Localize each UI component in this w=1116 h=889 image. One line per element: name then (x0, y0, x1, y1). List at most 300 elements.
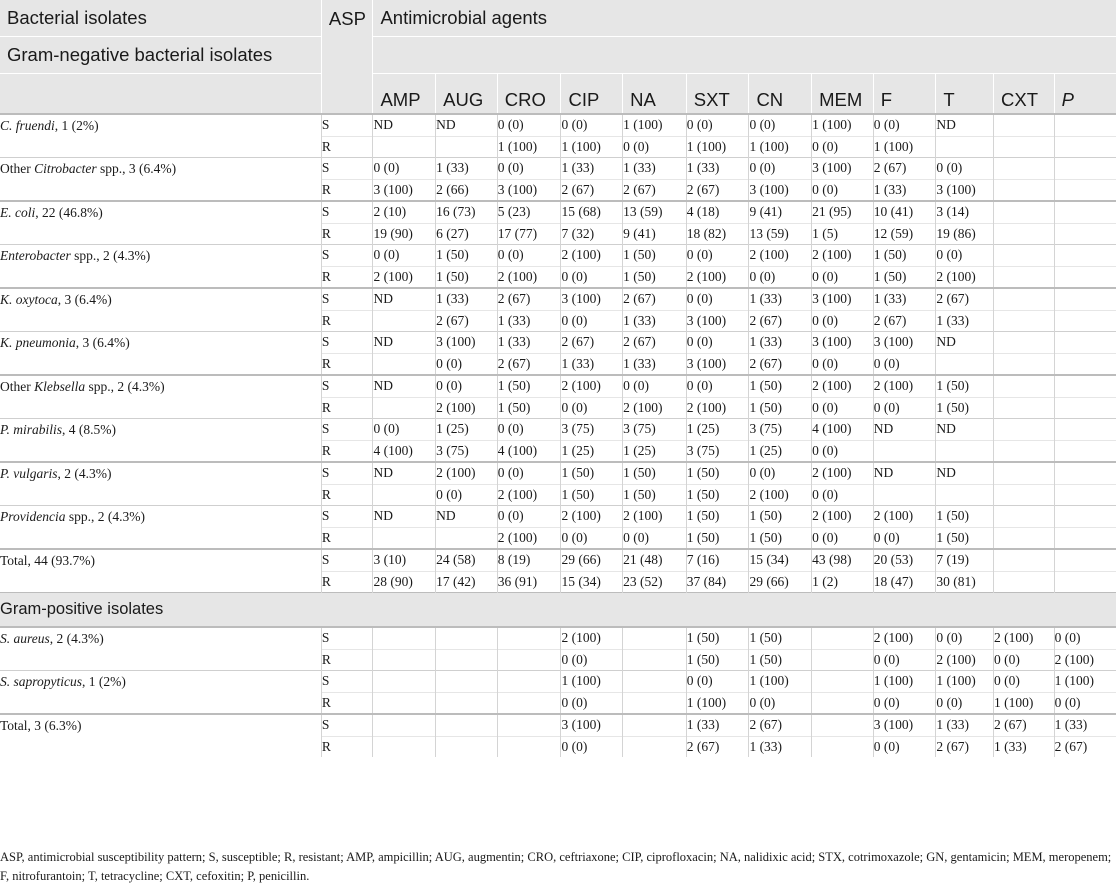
value-cell: 0 (0) (686, 671, 749, 693)
value-cell: 0 (0) (561, 397, 623, 419)
value-cell (936, 440, 994, 462)
value-cell (812, 627, 874, 649)
value-cell (373, 397, 436, 419)
value-cell: 43 (98) (812, 549, 874, 571)
value-cell: 2 (100) (623, 506, 687, 528)
value-cell: ND (873, 462, 936, 484)
value-cell: 3 (14) (936, 201, 994, 223)
value-cell (812, 714, 874, 736)
asp-cell: S (321, 462, 373, 484)
value-cell (373, 527, 436, 549)
value-cell: 1 (33) (1054, 714, 1116, 736)
value-cell: 0 (0) (623, 527, 687, 549)
value-cell: 9 (41) (749, 201, 812, 223)
value-cell: 1 (50) (936, 527, 994, 549)
isolate-name (0, 549, 321, 593)
value-cell: 1 (100) (561, 671, 623, 693)
table-row (0, 245, 1116, 267)
value-cell (994, 288, 1055, 310)
value-cell (623, 714, 687, 736)
header-empty-span (373, 37, 1116, 74)
value-cell: 1 (100) (497, 136, 561, 158)
value-cell: 1 (33) (561, 353, 623, 375)
value-cell (373, 310, 436, 332)
value-cell (1054, 375, 1116, 397)
agent-header-cn: CN (749, 74, 812, 115)
value-cell: 3 (100) (373, 179, 436, 201)
value-cell: 1 (100) (812, 114, 874, 136)
value-cell (623, 671, 687, 693)
value-cell: 2 (67) (686, 179, 749, 201)
value-cell: 2 (100) (561, 375, 623, 397)
value-cell: 1 (33) (623, 158, 687, 180)
value-cell: 1 (50) (686, 527, 749, 549)
value-cell (994, 506, 1055, 528)
value-cell: 0 (0) (812, 310, 874, 332)
value-cell (936, 353, 994, 375)
value-cell: 1 (100) (686, 692, 749, 714)
value-cell: 1 (50) (686, 462, 749, 484)
table-row (0, 201, 1116, 223)
value-cell: 2 (67) (561, 332, 623, 354)
agent-header-t: T (936, 74, 994, 115)
asp-cell: R (321, 397, 373, 419)
value-cell (373, 484, 436, 506)
value-cell: 2 (67) (436, 310, 498, 332)
value-cell: ND (936, 332, 994, 354)
value-cell: 0 (0) (373, 158, 436, 180)
value-cell (873, 484, 936, 506)
value-cell: ND (436, 506, 498, 528)
value-cell (623, 649, 687, 671)
isolate-name-count: spp., 2 (4.3%) (85, 379, 165, 394)
value-cell (994, 527, 1055, 549)
value-cell: 3 (100) (812, 288, 874, 310)
value-cell (873, 440, 936, 462)
value-cell: 0 (0) (873, 397, 936, 419)
value-cell: 1 (50) (936, 397, 994, 419)
asp-cell: S (321, 549, 373, 571)
value-cell (994, 353, 1055, 375)
isolate-name-count: Total, 44 (93.7%) (0, 553, 96, 568)
value-cell: 0 (0) (812, 353, 874, 375)
isolate-name (0, 288, 321, 332)
asp-cell: S (321, 245, 373, 267)
value-cell: 1 (100) (623, 114, 687, 136)
value-cell (1054, 353, 1116, 375)
header-asp: ASP (321, 0, 373, 114)
value-cell: 3 (100) (561, 714, 623, 736)
value-cell (994, 310, 1055, 332)
agent-header-sxt: SXT (686, 74, 749, 115)
isolate-name-count: spp., 3 (6.4%) (96, 161, 177, 176)
table-row (0, 549, 1116, 571)
value-cell (994, 136, 1055, 158)
value-cell (497, 736, 561, 757)
value-cell: 3 (75) (561, 419, 623, 441)
value-cell: 2 (67) (873, 310, 936, 332)
value-cell (994, 201, 1055, 223)
value-cell (623, 692, 687, 714)
value-cell: 19 (86) (936, 223, 994, 245)
value-cell: 1 (33) (936, 714, 994, 736)
value-cell: 1 (100) (994, 692, 1055, 714)
value-cell: 2 (67) (623, 179, 687, 201)
value-cell: 1 (25) (686, 419, 749, 441)
value-cell (1054, 136, 1116, 158)
value-cell: 0 (0) (561, 266, 623, 288)
isolate-name (0, 419, 321, 463)
asp-cell: R (321, 223, 373, 245)
value-cell: 1 (50) (561, 484, 623, 506)
asp-cell: R (321, 484, 373, 506)
value-cell: 0 (0) (497, 114, 561, 136)
asp-cell: S (321, 201, 373, 223)
isolate-name (0, 375, 321, 419)
value-cell: 3 (75) (749, 419, 812, 441)
value-cell (1054, 527, 1116, 549)
isolate-name (0, 462, 321, 506)
header-gram-negative: Gram-negative bacterial isolates (0, 37, 321, 74)
value-cell: 0 (0) (1054, 627, 1116, 649)
value-cell (497, 649, 561, 671)
value-cell: 1 (50) (749, 527, 812, 549)
value-cell: 2 (100) (373, 266, 436, 288)
value-cell: ND (936, 419, 994, 441)
value-cell (994, 245, 1055, 267)
value-cell: 2 (67) (497, 288, 561, 310)
value-cell (994, 462, 1055, 484)
value-cell: 7 (16) (686, 549, 749, 571)
value-cell: 2 (10) (373, 201, 436, 223)
value-cell: 0 (0) (686, 332, 749, 354)
agent-header-cro: CRO (497, 74, 561, 115)
value-cell (1054, 114, 1116, 136)
value-cell: 2 (100) (497, 527, 561, 549)
value-cell (1054, 266, 1116, 288)
value-cell: 2 (100) (497, 266, 561, 288)
value-cell: 2 (66) (436, 179, 498, 201)
value-cell (994, 419, 1055, 441)
value-cell: 1 (33) (623, 310, 687, 332)
value-cell: ND (373, 288, 436, 310)
isolate-name-italic: K. oxytoca (0, 292, 58, 307)
value-cell: 1 (100) (749, 671, 812, 693)
isolate-name-count: Total, 3 (6.3%) (0, 718, 82, 733)
value-cell: ND (873, 419, 936, 441)
value-cell: 4 (18) (686, 201, 749, 223)
value-cell: ND (373, 114, 436, 136)
agent-header-amp: AMP (373, 74, 436, 115)
value-cell: 1 (25) (561, 440, 623, 462)
header-agents-row (0, 74, 1116, 115)
value-cell: 0 (0) (686, 114, 749, 136)
value-cell: 0 (0) (561, 310, 623, 332)
value-cell: 0 (0) (812, 266, 874, 288)
value-cell: 2 (100) (812, 375, 874, 397)
value-cell: 1 (50) (936, 506, 994, 528)
header-row-2 (0, 37, 1116, 74)
value-cell (994, 179, 1055, 201)
isolate-name-italic: Enterobacter (0, 248, 71, 263)
value-cell: 2 (67) (623, 288, 687, 310)
value-cell (1054, 179, 1116, 201)
value-cell: 2 (67) (936, 736, 994, 757)
value-cell: 17 (42) (436, 571, 498, 593)
value-cell: 0 (0) (436, 353, 498, 375)
isolate-name (0, 114, 321, 158)
value-cell: 15 (34) (561, 571, 623, 593)
value-cell: 1 (33) (749, 288, 812, 310)
value-cell: 21 (48) (623, 549, 687, 571)
value-cell: 0 (0) (873, 649, 936, 671)
value-cell: 0 (0) (497, 506, 561, 528)
isolate-name-italic: P. vulgaris (0, 466, 58, 481)
value-cell: 2 (100) (561, 506, 623, 528)
value-cell (994, 440, 1055, 462)
value-cell (994, 375, 1055, 397)
value-cell (994, 158, 1055, 180)
value-cell: 2 (100) (749, 484, 812, 506)
asp-cell: R (321, 692, 373, 714)
isolate-name-count: , 1 (2%) (82, 674, 126, 689)
value-cell: 15 (68) (561, 201, 623, 223)
value-cell: 0 (0) (623, 136, 687, 158)
value-cell: 1 (50) (749, 627, 812, 649)
value-cell: 0 (0) (812, 179, 874, 201)
value-cell: 2 (100) (873, 506, 936, 528)
value-cell (373, 736, 436, 757)
value-cell: 3 (100) (686, 353, 749, 375)
value-cell (1054, 440, 1116, 462)
asp-cell: R (321, 353, 373, 375)
value-cell (812, 692, 874, 714)
value-cell: 0 (0) (436, 375, 498, 397)
value-cell: 3 (100) (812, 158, 874, 180)
value-cell (1054, 245, 1116, 267)
isolate-name-italic: Providencia (0, 509, 66, 524)
value-cell (623, 736, 687, 757)
isolate-name (0, 332, 321, 376)
value-cell: 0 (0) (812, 484, 874, 506)
value-cell: 0 (0) (873, 353, 936, 375)
asp-cell: S (321, 671, 373, 693)
table-row (0, 332, 1116, 354)
table-footnote: ASP, antimicrobial susceptibility pattern; S, susceptible; R, resistant; AMP, ampicillin; AUG, augmentin; CRO, ceftriaxone; CIP, ciprofloxacin; NA, nalidixic acid; STX, cotrimoxazole; GN, gentamicin; MEM, meropenem; F, nitrofurantoin; T, tetracycline; CXT, cefoxitin; P, penicillin. (0, 850, 1112, 883)
agent-header-cip: CIP (561, 74, 623, 115)
asp-cell: R (321, 527, 373, 549)
value-cell: 0 (0) (561, 692, 623, 714)
value-cell: 0 (0) (749, 462, 812, 484)
value-cell (1054, 223, 1116, 245)
value-cell: 2 (100) (812, 506, 874, 528)
header-antimicrobial-agents: Antimicrobial agents (373, 0, 1116, 37)
value-cell: 0 (0) (497, 419, 561, 441)
isolate-name-count: , 2 (4.3%) (49, 631, 104, 646)
value-cell: 1 (33) (994, 736, 1055, 757)
isolate-name-count: , 2 (4.3%) (57, 466, 112, 481)
value-cell: 3 (100) (561, 288, 623, 310)
gram-positive-label: Gram-positive isolates (0, 593, 1116, 628)
value-cell: 1 (33) (686, 714, 749, 736)
value-cell: 4 (100) (373, 440, 436, 462)
value-cell (623, 627, 687, 649)
value-cell (936, 484, 994, 506)
value-cell: 0 (0) (373, 419, 436, 441)
value-cell: 3 (100) (812, 332, 874, 354)
value-cell: 0 (0) (812, 397, 874, 419)
value-cell: 2 (67) (749, 714, 812, 736)
value-cell: 1 (100) (561, 136, 623, 158)
value-cell: 1 (33) (436, 158, 498, 180)
value-cell: 2 (67) (749, 353, 812, 375)
value-cell: 1 (50) (623, 266, 687, 288)
value-cell (812, 671, 874, 693)
value-cell (436, 714, 498, 736)
header-bacterial-isolates: Bacterial isolates (0, 0, 321, 37)
value-cell (1054, 506, 1116, 528)
value-cell: 5 (23) (497, 201, 561, 223)
value-cell: 0 (0) (373, 245, 436, 267)
value-cell: ND (373, 506, 436, 528)
value-cell: 1 (33) (497, 310, 561, 332)
table-row (0, 288, 1116, 310)
value-cell: 0 (0) (936, 627, 994, 649)
value-cell: 0 (0) (873, 692, 936, 714)
isolate-name-count: , 3 (6.4%) (75, 335, 130, 350)
value-cell: 2 (100) (1054, 649, 1116, 671)
asp-cell: R (321, 179, 373, 201)
table-row (0, 375, 1116, 397)
value-cell (994, 549, 1055, 571)
value-cell: 1 (100) (749, 136, 812, 158)
isolate-name (0, 714, 321, 757)
value-cell: 0 (0) (812, 136, 874, 158)
value-cell: 19 (90) (373, 223, 436, 245)
value-cell (1054, 462, 1116, 484)
isolate-name-italic: K. pneumonia (0, 335, 76, 350)
value-cell: 1 (50) (749, 649, 812, 671)
value-cell: 1 (50) (749, 375, 812, 397)
value-cell: 1 (33) (873, 288, 936, 310)
value-cell: 1 (50) (686, 506, 749, 528)
isolate-name-italic: E. coli (0, 205, 36, 220)
value-cell: 3 (75) (686, 440, 749, 462)
value-cell: 29 (66) (749, 571, 812, 593)
value-cell: 1 (50) (436, 245, 498, 267)
value-cell (373, 649, 436, 671)
value-cell: 0 (0) (994, 649, 1055, 671)
isolate-name-count: spp., 2 (4.3%) (70, 248, 151, 263)
asp-cell: S (321, 419, 373, 441)
value-cell: 2 (100) (561, 245, 623, 267)
value-cell (436, 671, 498, 693)
value-cell: 30 (81) (936, 571, 994, 593)
value-cell: ND (373, 375, 436, 397)
value-cell: 3 (100) (873, 714, 936, 736)
value-cell: 0 (0) (561, 736, 623, 757)
value-cell: 0 (0) (812, 440, 874, 462)
isolate-name-italic: C. fruendi (0, 118, 55, 133)
value-cell: 1 (50) (436, 266, 498, 288)
header-row-1 (0, 0, 1116, 37)
value-cell (1054, 288, 1116, 310)
value-cell: 0 (0) (749, 266, 812, 288)
value-cell: 0 (0) (936, 158, 994, 180)
value-cell (936, 136, 994, 158)
value-cell: 0 (0) (873, 527, 936, 549)
value-cell (436, 136, 498, 158)
isolate-name-italic: Citrobacter (34, 161, 97, 176)
value-cell: 3 (100) (686, 310, 749, 332)
value-cell: ND (936, 114, 994, 136)
value-cell: 0 (0) (994, 671, 1055, 693)
asp-cell: R (321, 136, 373, 158)
value-cell: 2 (100) (994, 627, 1055, 649)
value-cell: 1 (50) (686, 627, 749, 649)
isolate-name (0, 627, 321, 671)
value-cell: 1 (50) (749, 506, 812, 528)
value-cell: 1 (100) (686, 136, 749, 158)
isolate-name-italic: P. mirabilis (0, 422, 63, 437)
header-empty-cell (0, 74, 321, 115)
value-cell: 13 (59) (749, 223, 812, 245)
value-cell: 2 (67) (873, 158, 936, 180)
value-cell: ND (436, 114, 498, 136)
value-cell: 0 (0) (497, 245, 561, 267)
value-cell: 0 (0) (436, 484, 498, 506)
value-cell: 0 (0) (936, 692, 994, 714)
value-cell: 3 (10) (373, 549, 436, 571)
value-cell (994, 114, 1055, 136)
value-cell: 0 (0) (561, 649, 623, 671)
value-cell: 1 (33) (436, 288, 498, 310)
value-cell: 1 (50) (497, 397, 561, 419)
value-cell: 1 (33) (623, 353, 687, 375)
value-cell: 2 (100) (812, 245, 874, 267)
asp-cell: S (321, 158, 373, 180)
value-cell (1054, 332, 1116, 354)
value-cell: 1 (50) (561, 462, 623, 484)
value-cell: 0 (0) (936, 245, 994, 267)
isolate-name (0, 158, 321, 202)
value-cell: 7 (32) (561, 223, 623, 245)
value-cell: 2 (67) (936, 288, 994, 310)
value-cell: ND (373, 462, 436, 484)
value-cell: 1 (33) (936, 310, 994, 332)
value-cell: 3 (75) (436, 440, 498, 462)
asp-cell: S (321, 375, 373, 397)
value-cell: 0 (0) (686, 245, 749, 267)
isolate-name-italic: S. aureus (0, 631, 50, 646)
value-cell: 16 (73) (436, 201, 498, 223)
value-cell: 1 (33) (873, 179, 936, 201)
isolate-name-prefix: Other (0, 379, 35, 394)
value-cell: 1 (100) (873, 136, 936, 158)
asp-cell: R (321, 310, 373, 332)
value-cell: 18 (82) (686, 223, 749, 245)
table-row (0, 419, 1116, 441)
value-cell: 8 (19) (497, 549, 561, 571)
value-cell (994, 223, 1055, 245)
value-cell: 2 (100) (436, 462, 498, 484)
value-cell: 2 (100) (561, 627, 623, 649)
value-cell: 1 (50) (686, 484, 749, 506)
isolate-name (0, 245, 321, 289)
value-cell (497, 692, 561, 714)
value-cell: 0 (0) (561, 114, 623, 136)
value-cell: 1 (50) (623, 462, 687, 484)
